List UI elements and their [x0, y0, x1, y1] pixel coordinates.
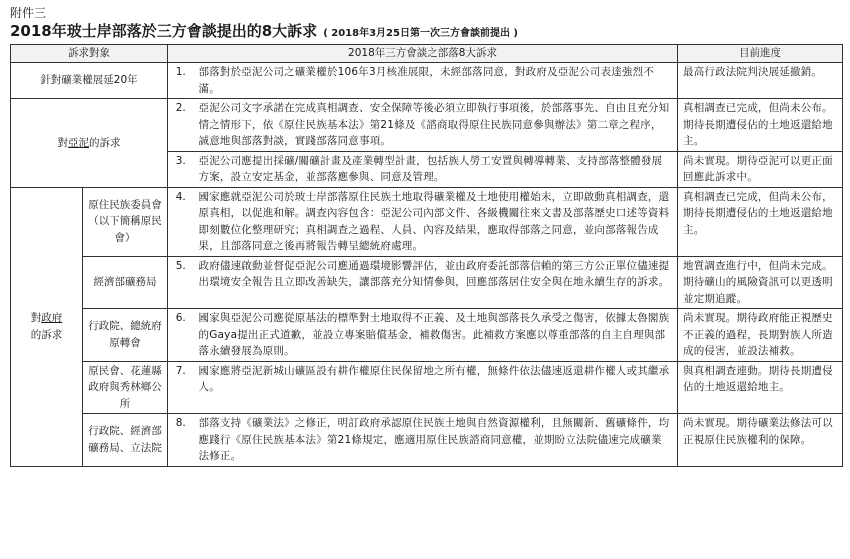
sub-target: 行政院、總統府原轉會	[83, 309, 168, 362]
table-row	[11, 309, 843, 362]
target-suffix: 的訴求	[89, 136, 121, 149]
target-cell-government	[11, 187, 83, 466]
table-row	[11, 361, 843, 414]
demand-text: 國家與亞泥公司應從原基法的標準對土地取得不正義、及土地與部落長久承受之傷害，依據太魯閣族的Gaya提出正式道歉，並設立專案賠償基金，補救傷害。此補救方案應以尊重部落的自主自理與部落永續發展為原則。	[194, 309, 678, 362]
demand-text: 國家應就亞泥公司於玻士岸部落原住民族土地取得礦業權及土地使用權始末，立即啟動真相調查，還原真相，以促進和解。調查內容包含：亞泥公司內部文件、各級機關往來文書及部落歷史口述等資料即刻數位化整理研究；真相調查之過程、人員、內容及結果，應取得部落之同意，並向部落報告成果，且部落同意之後再將報告轉呈總統府處理。	[194, 187, 678, 256]
demand-number: 2.	[168, 99, 194, 152]
table-row	[11, 187, 843, 256]
table-row	[11, 63, 843, 99]
demand-text: 國家應將亞泥新城山礦區設有耕作權原住民保留地之所有權，無條件依法儘速返還耕作權人或其繼承人。	[194, 361, 678, 414]
title-subtitle: ( 2018年3月25日第一次三方會談前提出 )	[323, 28, 518, 39]
progress-text: 與真相調查連動。期待長期遭侵佔的土地返還給地主。	[678, 361, 843, 414]
progress-text: 地質調查進行中，但尚未完成。期待礦山的風險資訊可以更透明並定期追蹤。	[678, 256, 843, 309]
target-emphasis: 亞泥	[68, 136, 89, 149]
demand-number: 1.	[168, 63, 194, 99]
demand-number: 7.	[168, 361, 194, 414]
table-row	[11, 414, 843, 467]
progress-text: 尚未實現。期待政府能正視歷史不正義的過程，長期對族人所造成的侵害，並設法補救。	[678, 309, 843, 362]
target-prefix: 對	[30, 312, 42, 324]
target-cell-mining-right: 針對礦業權展延20年	[11, 63, 168, 99]
sub-target: 原住民族委員會（以下簡稱原民會）	[83, 187, 168, 256]
demand-text: 亞泥公司應提出採礦/關礦計畫及產業轉型計畫，包括族人勞工安置與轉導轉業、支持部落整體發展方案，設立安定基金，並部落應參與、同意及管理。	[194, 151, 678, 187]
demand-number: 5.	[168, 256, 194, 309]
document-title	[10, 20, 518, 41]
target-emphasis: 政府	[41, 312, 63, 324]
header-progress: 目前進度	[678, 45, 843, 63]
progress-text: 最高行政法院判決展延撤銷。	[678, 63, 843, 99]
header-target: 訴求對象	[11, 45, 168, 63]
demand-text: 政府儘速啟動並督促亞泥公司應通過環境影響評估，並由政府委託部落信賴的第三方公正單位儘速提出環境安全報告且立即改善缺失，讓部落充分知情參與，回應部落居住安全與在地永續生存的訴求。	[194, 256, 678, 309]
sub-target: 原民會、花蓮縣政府與秀林鄉公所	[83, 361, 168, 414]
annex-label: 附件三	[10, 6, 47, 20]
progress-text: 真相調查已完成，但尚未公布。期待長期遭侵佔的土地返還給地主。	[678, 99, 843, 152]
table-row	[11, 256, 843, 309]
target-cell-asia-cement	[11, 99, 168, 188]
progress-text: 真相調查已完成，但尚未公布，期待長期遭侵佔的土地返還給地主。	[678, 187, 843, 256]
demand-number: 8.	[168, 414, 194, 467]
demands-table	[10, 44, 843, 467]
progress-text: 尚未實現。期待亞泥可以更正面回應此訴求中。	[678, 151, 843, 187]
demand-text: 部落支持《礦業法》之修正，明訂政府承認原住民族土地與自然資源權利，且無關新、舊礦條件，均應踐行《原住民族基本法》第21條規定，應適用原住民族諮商同意權，並期盼立法院儘速完成礦業法修正。	[194, 414, 678, 467]
sub-target: 經濟部礦務局	[83, 256, 168, 309]
demand-text: 亞泥公司文字承諾在完成真相調查、安全保障等後必須立即執行事項後，於部落事先、自由且充分知情之情形下，依《原住民族基本法》第21條及《諮商取得原住民族同意參與辦法》第二章之程序，誠意地與部落對談，實踐部落同意事項。	[194, 99, 678, 152]
table-header-row	[11, 45, 843, 63]
table-row	[11, 99, 843, 152]
target-suffix: 的訴求	[30, 328, 63, 341]
title-main: 2018年玻士岸部落於三方會談提出的8大訴求	[10, 22, 318, 40]
progress-text: 尚未實現。期待礦業法修法可以正視原住民族權利的保障。	[678, 414, 843, 467]
sub-target: 行政院、經濟部礦務局、立法院	[83, 414, 168, 467]
header-demands: 2018年三方會談之部落8大訴求	[168, 45, 678, 63]
demand-text: 部落對於亞泥公司之礦業權於106年3月核准展限，未經部落同意，對政府及亞泥公司表達強烈不滿。	[194, 63, 678, 99]
demand-number: 4.	[168, 187, 194, 256]
demand-number: 3.	[168, 151, 194, 187]
target-prefix: 對	[57, 136, 68, 149]
demand-number: 6.	[168, 309, 194, 362]
